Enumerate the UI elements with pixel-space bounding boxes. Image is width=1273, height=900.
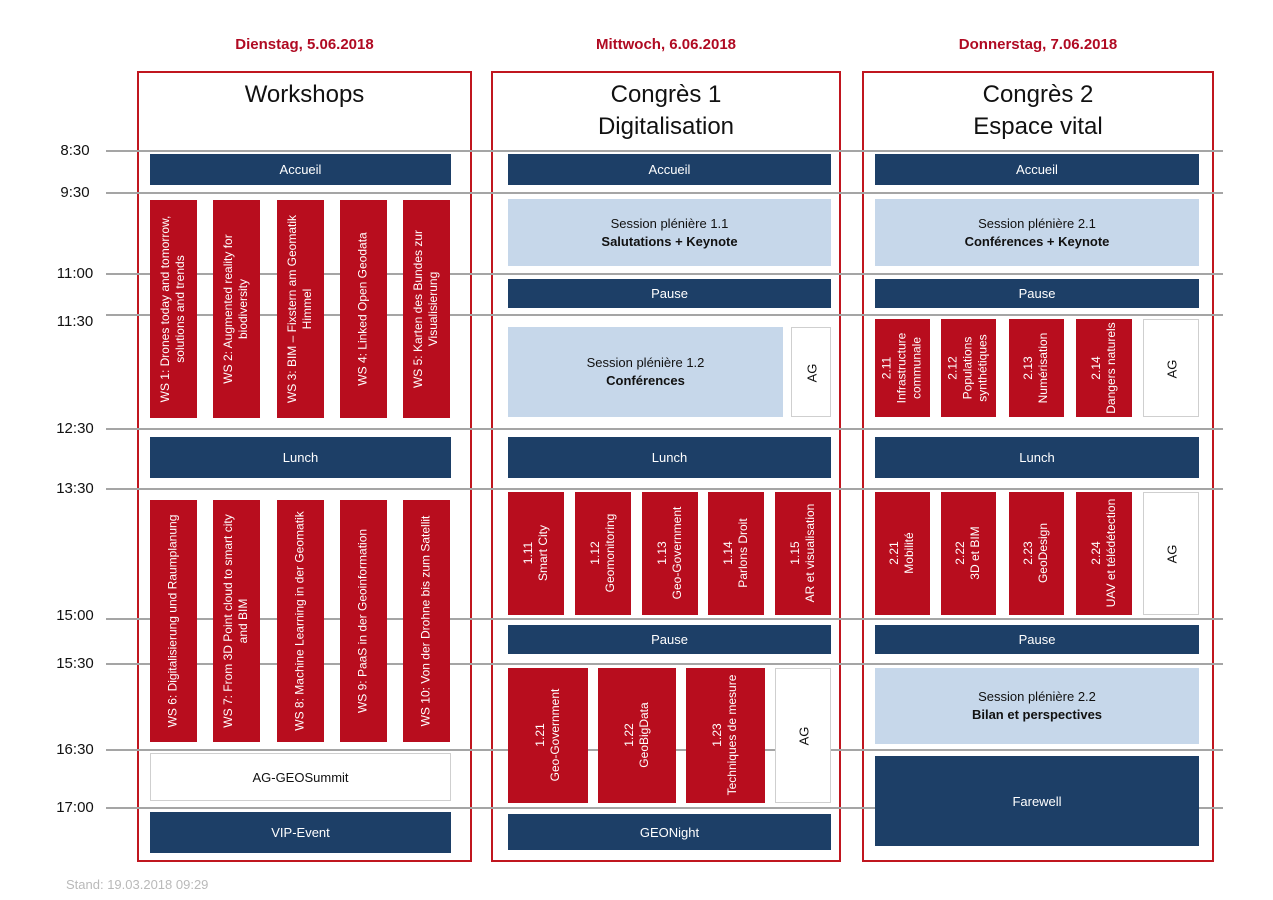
c2-session-223-label: 2.23 GeoDesign	[1021, 522, 1050, 584]
stand-timestamp: Stand: 19.03.2018 09:29	[66, 877, 209, 892]
c1-session-115-label: 1.15 AR et visualisation	[788, 503, 817, 603]
time-label: 11:00	[56, 265, 94, 282]
c1-session-123-block[interactable]	[686, 668, 765, 803]
c1-lunch-block[interactable]: Lunch	[508, 437, 831, 478]
ws7-block[interactable]	[213, 500, 260, 742]
c2-session-214-label: 2.14 Dangers naturels	[1089, 322, 1118, 414]
c2-session-211-block[interactable]	[875, 319, 930, 417]
c1-ag2-block[interactable]	[775, 668, 831, 803]
c1-session-115-block[interactable]	[775, 492, 831, 615]
time-label: 9:30	[60, 184, 90, 201]
ws10-label: WS 10: Von der Drohne bis zum Satellit	[418, 515, 433, 727]
c2-session-224-label: 2.24 UAV et télédétection	[1089, 498, 1118, 608]
c2-session-22-subtitle: Bilan et perspectives	[971, 707, 1103, 722]
time-line	[106, 663, 1223, 665]
c2-session-211-label: 2.11 Infrastructure communale	[879, 332, 924, 404]
c2-session-21-subtitle: Conférences + Keynote	[964, 233, 1110, 249]
ws1-label: WS 1: Drones today and tomorrow, solutions and trends	[158, 215, 187, 403]
time-line	[106, 314, 1223, 316]
c2-session-21-block[interactable]	[875, 199, 1199, 266]
ws8-block[interactable]	[277, 500, 324, 742]
ws4-block[interactable]	[340, 200, 387, 418]
day-label-tuesday: Dienstag, 5.06.2018	[235, 36, 374, 53]
time-label: 15:00	[56, 607, 94, 624]
c1-session-12-block[interactable]	[508, 327, 783, 417]
c2-ag1-label: AG	[1164, 359, 1180, 379]
c2-session-222-label: 2.22 3D et BIM	[953, 526, 982, 580]
c1-session-112-label: 1.12 Geomonitoring	[588, 513, 617, 593]
c2-session-21-title: Session plénière 2.1	[978, 215, 1096, 231]
time-label: 8:30	[60, 142, 90, 159]
geonight-block[interactable]: GEONight	[508, 814, 831, 850]
day-label-thursday: Donnerstag, 7.06.2018	[958, 36, 1118, 53]
ws3-label: WS 3: BIM – Fixstern am Geomatik Himmel	[285, 214, 314, 404]
time-line	[106, 488, 1223, 490]
c1-session-111-block[interactable]	[508, 492, 564, 615]
c2-ag2-block[interactable]	[1143, 492, 1199, 615]
congres2-subtitle: Espace vital	[973, 113, 1103, 140]
c2-session-22-title: Session plénière 2.2	[978, 689, 1096, 704]
ws4-label: WS 4: Linked Open Geodata	[355, 232, 370, 386]
c2-session-221-block[interactable]	[875, 492, 930, 615]
ws5-block[interactable]	[403, 200, 450, 418]
time-label: 17:00	[56, 799, 94, 816]
c1-ag2-label: AG	[796, 726, 812, 746]
time-label: 13:30	[56, 480, 94, 497]
c1-session-122-label: 1.22 GeoBigData	[622, 702, 651, 768]
c1-session-114-block[interactable]	[708, 492, 764, 615]
c1-ag1-block[interactable]	[791, 327, 831, 417]
time-line	[106, 192, 1223, 194]
congres1-title: Congrès 1	[610, 81, 722, 108]
ws5-label: WS 5: Karten des Bundes zur Visualisierung	[411, 229, 440, 389]
c1-accueil-block[interactable]: Accueil	[508, 154, 831, 185]
c2-session-221-label: 2.21 Mobilité	[887, 532, 916, 574]
time-line	[106, 428, 1223, 430]
c2-accueil-block[interactable]: Accueil	[875, 154, 1199, 185]
c1-session-113-label: 1.13 Geo-Government	[655, 506, 684, 600]
c2-session-223-block[interactable]	[1009, 492, 1064, 615]
ws7-label: WS 7: From 3D Point cloud to smart city and BIM	[221, 514, 250, 728]
c1-session-11-title: Session plénière 1.1	[610, 215, 729, 231]
ws3-block[interactable]	[277, 200, 324, 418]
congres1-subtitle: Digitalisation	[597, 113, 735, 140]
c1-pause2-block[interactable]: Pause	[508, 625, 831, 654]
c2-session-22-block[interactable]	[875, 668, 1199, 744]
c1-session-121-block[interactable]	[508, 668, 588, 803]
time-line	[106, 150, 1223, 152]
c2-session-213-label: 2.13 Numérisation	[1021, 332, 1050, 404]
c1-session-12-subtitle: Conférences	[606, 373, 685, 388]
time-label: 12:30	[56, 420, 94, 437]
time-label: 15:30	[56, 655, 94, 672]
ws10-block[interactable]	[403, 500, 450, 742]
ws-lunch-block[interactable]: Lunch	[150, 437, 451, 478]
c2-session-212-label: 2.12 Populations synthétiques	[945, 334, 990, 402]
c1-session-11-subtitle: Salutations + Keynote	[601, 233, 738, 249]
c2-session-213-block[interactable]	[1009, 319, 1064, 417]
time-label: 11:30	[56, 313, 94, 330]
c1-session-123-label: 1.23 Techniques de mesure	[710, 674, 739, 796]
c2-pause2-block[interactable]: Pause	[875, 625, 1199, 654]
congres2-title: Congrès 2	[982, 81, 1094, 108]
c2-session-222-block[interactable]	[941, 492, 996, 615]
c1-session-112-block[interactable]	[575, 492, 631, 615]
ws8-label: WS 8: Machine Learning in der Geomatik	[292, 511, 307, 731]
ws6-label: WS 6: Digitalisierung und Raumplanung	[165, 514, 180, 728]
ws9-block[interactable]	[340, 500, 387, 742]
time-line	[106, 273, 1223, 275]
c2-session-224-block[interactable]	[1076, 492, 1132, 615]
workshops-title: Workshops	[244, 81, 365, 108]
time-line	[106, 618, 1223, 620]
ws6-block[interactable]	[150, 500, 197, 742]
c1-ag1-label: AG	[804, 363, 820, 383]
c1-session-121-label: 1.21 Geo-Government	[533, 688, 562, 782]
c1-session-122-block[interactable]	[598, 668, 676, 803]
c2-pause1-block[interactable]: Pause	[875, 279, 1199, 308]
time-label: 16:30	[56, 741, 94, 758]
c1-session-114-label: 1.14 Parlons Droit	[721, 518, 750, 588]
vip-event-block[interactable]: VIP-Event	[150, 812, 451, 853]
c2-lunch-block[interactable]: Lunch	[875, 437, 1199, 478]
c1-session-11-block[interactable]	[508, 199, 831, 266]
c1-session-12-title: Session plénière 1.2	[586, 355, 705, 370]
c2-ag2-label: AG	[1164, 544, 1180, 564]
c2-session-214-block[interactable]	[1076, 319, 1132, 417]
c1-session-111-label: 1.11 Smart City	[521, 525, 550, 582]
ws-accueil-block[interactable]: Accueil	[150, 154, 451, 185]
ws2-label: WS 2: Augmented reality for biodiversity	[221, 234, 250, 384]
day-label-wednesday: Mittwoch, 6.06.2018	[595, 36, 737, 53]
c1-pause1-block[interactable]: Pause	[508, 279, 831, 308]
ws2-block[interactable]	[213, 200, 260, 418]
c2-ag1-block[interactable]	[1143, 319, 1199, 417]
ws1-block[interactable]	[150, 200, 197, 418]
ws9-label: WS 9: PaaS in der Geoinformation	[355, 528, 370, 714]
c2-session-212-block[interactable]	[941, 319, 996, 417]
c1-session-113-block[interactable]	[642, 492, 698, 615]
ag-geosummit-block[interactable]: AG-GEOSummit	[150, 753, 451, 801]
farewell-block[interactable]: Farewell	[875, 756, 1199, 846]
